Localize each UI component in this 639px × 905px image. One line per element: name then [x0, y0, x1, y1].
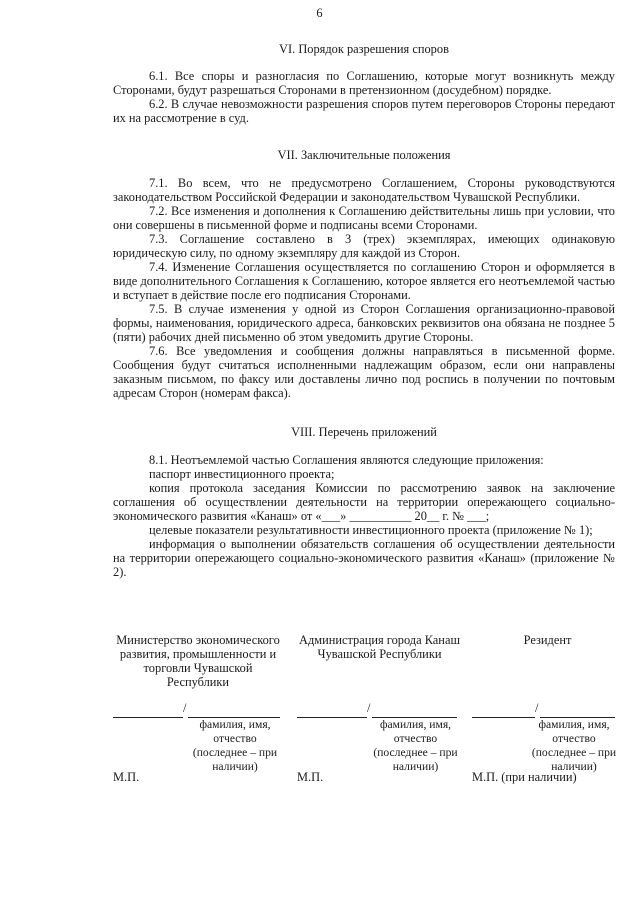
- section-7-body: [113, 176, 615, 400]
- stamp-place: М.П.: [297, 770, 324, 784]
- paragraph-7-1: 7.1. Во всем, что не предусмотрено Соглашением, Стороны руководствуются законодательством Российской Федерации и законодательством Чувашской Республики.: [113, 176, 615, 204]
- paragraph-7-2: 7.2. Все изменения и дополнения к Соглашению действительны лишь при условии, что они совершены в письменной форме и подписаны всеми Сторонами.: [113, 204, 615, 232]
- signature-slash: /: [367, 701, 371, 715]
- signature-slash: /: [183, 701, 187, 715]
- attachment-item: паспорт инвестиционного проекта;: [149, 467, 335, 481]
- page-number: 6: [316, 6, 323, 20]
- paragraph-7-4: 7.4. Изменение Соглашения осуществляется по соглашению Сторон и оформляется в виде дополнительного Соглашения к Соглашению, которое является его неотъемлемой частью и вступает в действие после его подписания Сторонами.: [113, 260, 615, 302]
- paragraph-8-1: 8.1. Неотъемлемой частью Соглашения являются следующие приложения:: [149, 453, 544, 467]
- signature-party-ministry: Министерство экономического развития, промышленности и торговли Чувашской Республики: [116, 633, 280, 689]
- section-8-heading: VIII. Перечень приложений: [291, 425, 437, 439]
- paragraph-6-2: 6.2. В случае невозможности разрешения споров путем переговоров Стороны передают их на рассмотрение в суд.: [113, 97, 615, 125]
- paragraph-7-3: 7.3. Соглашение составлено в 3 (трех) экземплярах, имеющих одинаковую юридическую силу, по одному экземпляру для каждой из Сторон.: [113, 232, 615, 260]
- attachment-item: целевые показатели результативности инвестиционного проекта (приложение № 1);: [149, 523, 593, 537]
- signature-line: [472, 705, 535, 718]
- section-6-heading: VI. Порядок разрешения споров: [279, 42, 449, 56]
- stamp-place: М.П. (при наличии): [472, 770, 577, 784]
- stamp-place: М.П.: [113, 770, 140, 784]
- section-7-heading: VII. Заключительные положения: [277, 148, 451, 162]
- fio-hint: фамилия, имя, отчество (последнее – при наличии): [192, 718, 278, 773]
- fio-hint: фамилия, имя, отчество (последнее – при наличии): [531, 718, 617, 773]
- signature-line: [113, 705, 183, 718]
- fio-hint: фамилия, имя, отчество (последнее – при наличии): [373, 718, 458, 773]
- paragraph-7-5: 7.5. В случае изменения у одной из Сторон Соглашения организационно-правовой формы, наименования, юридического адреса, банковских реквизитов она обязана не позднее 5 (пяти) рабочих дней письменно об этом уведомить другие Стороны.: [113, 302, 615, 344]
- section-8-body: [113, 453, 615, 579]
- attachment-item: копия протокола заседания Комиссии по рассмотрению заявок на заключение соглашения об осуществлении деятельности на территории опережающего социально-экономического развития «Канаш» от «___» __________ 20__ г. № ___;: [113, 481, 615, 523]
- section-6-body: [113, 69, 615, 125]
- name-line: [188, 705, 280, 718]
- signature-party-administration: Администрация города Канаш Чувашской Республики: [299, 633, 460, 661]
- name-line: [540, 705, 615, 718]
- paragraph-7-6: 7.6. Все уведомления и сообщения должны направляться в письменной форме. Сообщения будут считаться исполненными надлежащим образом, если они направлены заказным письмом, по факсу или доставлены лично под роспись в получении по почтовым адресам Сторон (номерам факса).: [113, 344, 615, 400]
- signature-slash: /: [535, 701, 539, 715]
- signature-line: [297, 705, 367, 718]
- name-line: [372, 705, 457, 718]
- attachment-item: информация о выполнении обязательств соглашения об осуществлении деятельности на территории опережающего социально-экономического развития «Канаш» (приложение № 2).: [113, 537, 615, 579]
- signature-party-resident: Резидент: [523, 633, 572, 647]
- paragraph-6-1: 6.1. Все споры и разногласия по Соглашению, которые могут возникнуть между Сторонами, будут разрешаться Сторонами в претензионном (досудебном) порядке.: [113, 69, 615, 97]
